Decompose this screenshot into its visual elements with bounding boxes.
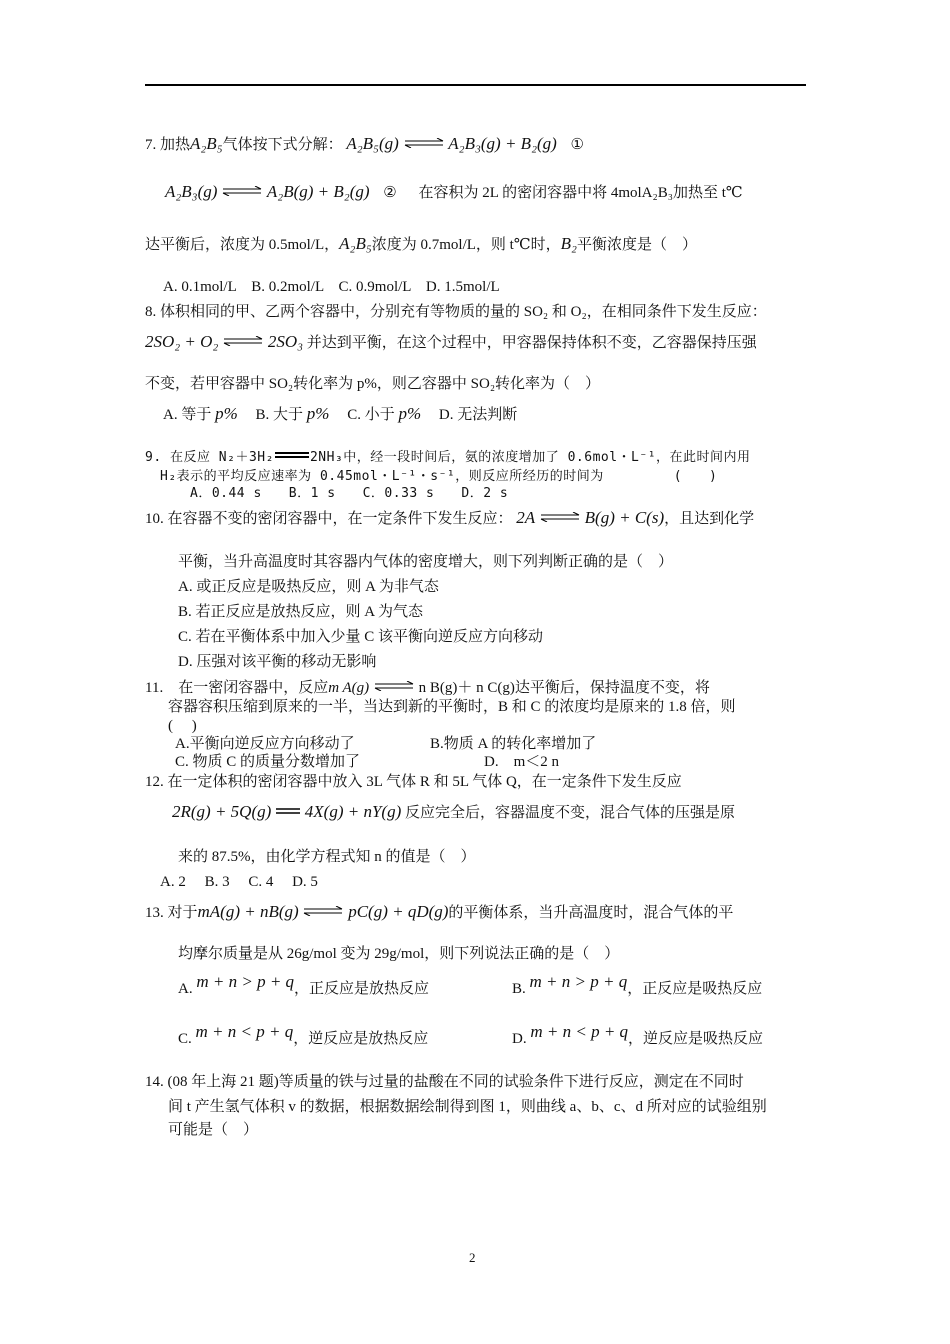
q13-line1: 13. 对于mA(g) + nB(g) pC(g) + qD(g)的平衡体系，当升高温度时，混合气体的平 [145,902,734,921]
equilibrium-arrow-icon [222,336,264,346]
q8-options: A. 等于 p% B. 大于 p% C. 小于 p% D. 无法判断 [163,404,518,423]
q8-line1: 8. 体积相同的甲、乙两个容器中，分别充有等物质的量的 SO₂ 和 O₂，在相同条件下发生反应： [145,304,767,320]
q13-line2: 均摩尔质量是从 26g/mol 变为 29g/mol，则下列说法正确的是（ ） [178,946,620,962]
q9-options: A．0.44 s B．1 s C．0.33 s D．2 s [190,486,509,501]
q12-line1: 12. 在一定体积的密闭容器中放入 3L 气体 R 和 5L 气体 Q，在一定条件下发生反应 [145,774,682,790]
q14-line1: 14. (08 年上海 21 题)等质量的铁与过量的盐酸在不同的试验条件下进行反应，测定在不同时 [145,1074,744,1090]
q7-line3: 达平衡后，浓度为 0.5mol/L，A₂B₅浓度为 0.7mol/L，则 t℃时，B₂平衡浓度是（ ） [145,234,697,253]
equilibrium-arrow-icon [403,138,445,148]
q9-line2: H₂表示的平均反应速率为 0.45mol・L⁻¹・s⁻¹，则反应所经历的时间为 ( ) [160,469,718,484]
equals-arrow-icon [275,806,301,816]
equilibrium-arrow-icon [373,681,415,691]
q10-line1: 10. 在容器不变的密闭容器中，在一定条件下发生反应： 2A B(g) + C(s)，且达到化学 [145,508,755,527]
q12-options: A. 2 B. 3 C. 4 D. 5 [160,874,318,890]
equilibrium-arrow-icon [221,186,263,196]
q13-option-b: B. m + n > p + q，正反应是吸热反应 [512,972,763,997]
q10-option-b: B. 若正反应是放热反应，则 A 为气态 [178,604,424,620]
q8-line2: 2SO₂ + O₂ 2SO₃ 并达到平衡，在这个过程中，甲容器保持体积不变，乙容器保持压强 [145,332,757,351]
q10-line2: 平衡，当升高温度时其容器内气体的密度增大，则下列判断正确的是（ ） [178,554,674,570]
q10-option-a: A. 或正反应是吸热反应，则 A 为非气态 [178,579,439,595]
q11-line3: ( ) [168,718,197,734]
q12-line2: 2R(g) + 5Q(g) 4X(g) + nY(g) 反应完全后，容器温度不变，混合气体的压强是原 [172,802,736,821]
q11-option-c: C. 物质 C 的质量分数增加了 [175,754,361,770]
q7-line1: 7. 加热A₂B₅气体按下式分解： A₂B₅(g) A₂B₃(g) + B₂(g) ① [145,134,584,153]
q11-line2: 容器容积压缩到原来的一半，当达到新的平衡时，B 和 C 的浓度均是原来的 1.8 倍，则 [168,699,736,715]
equilibrium-arrow-icon [539,512,581,522]
q11-option-a: A.平衡向逆反应方向移动了 [175,736,355,752]
q14-line3: 可能是（ ） [168,1122,259,1138]
q10-option-c: C. 若在平衡体系中加入少量 C 该平衡向逆反应方向移动 [178,629,544,645]
equilibrium-arrow-icon [274,450,310,460]
q10-option-d: D. 压强对该平衡的移动无影响 [178,654,377,670]
header-rule [145,84,806,86]
q11-option-d: D. m＜2 n [484,754,560,770]
q7-line2: A₂B₃(g) A₂B(g) + B₂(g) ② 在容积为 2L 的密闭容器中将 4molA₂B₃加热至 t℃ [165,182,743,201]
q12-line3: 来的 87.5%，由化学方程式知 n 的值是（ ） [178,849,476,865]
page-number: 2 [469,1250,476,1265]
q9-line1: 9. 在反应 N₂＋3H₂ 2NH₃中，经一段时间后，氨的浓度增加了 0.6mol・L⁻¹，在此时间内用 [145,450,751,465]
q8-line3: 不变，若甲容器中 SO₂转化率为 p%，则乙容器中 SO₂转化率为（ ） [145,376,601,392]
q13-option-a: A. m + n > p + q，正反应是放热反应 [178,972,430,997]
q13-option-d: D. m + n < p + q，逆反应是吸热反应 [512,1022,764,1047]
q7-options: A. 0.1mol/L B. 0.2mol/L C. 0.9mol/L D. 1.5mol/L [163,279,500,295]
q14-line2: 间 t 产生氢气体积 v 的数据，根据数据绘制得到图 1，则曲线 a、b、c、d 所对应的试验组别 [168,1099,767,1115]
equilibrium-arrow-icon [302,906,344,916]
q11-line1: 11. 在一密闭容器中，反应m A(g) n B(g)＋ n C(g)达平衡后，保持温度不变，将 [145,680,710,696]
q13-option-c: C. m + n < p + q，逆反应是放热反应 [178,1022,429,1047]
q11-option-b: B.物质 A 的转化率增加了 [430,736,597,752]
